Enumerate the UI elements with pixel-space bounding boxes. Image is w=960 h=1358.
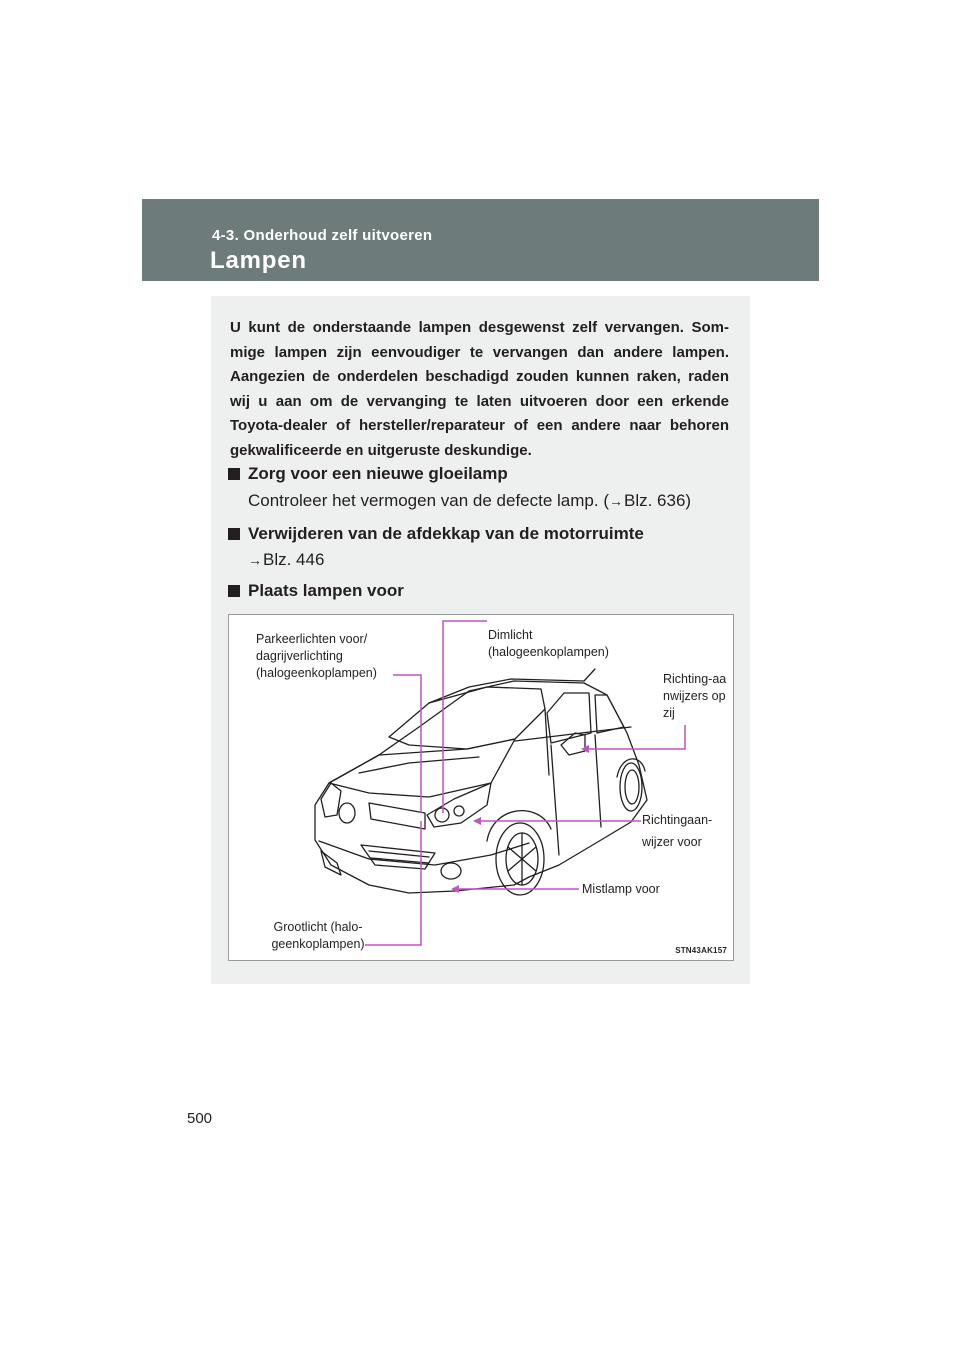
page-title: Lampen	[210, 247, 307, 274]
lamp-location-figure	[228, 614, 734, 961]
label-low-beam: Dimlicht (halogeenkoplampen)	[488, 628, 609, 659]
leader-low-beam	[443, 621, 487, 813]
side-mirror	[561, 733, 585, 755]
side-window-rear	[595, 695, 624, 733]
hood	[329, 739, 515, 797]
square-bullet-icon	[228, 468, 240, 480]
header-band	[142, 199, 819, 281]
body-new-bulb-text: Controleer het vermogen van de defecte lamp. (	[248, 491, 609, 510]
door-line	[551, 745, 559, 855]
arrow-right-icon: →	[248, 552, 262, 568]
left-headlamp	[321, 783, 341, 817]
square-bullet-icon	[228, 528, 240, 540]
body-new-bulb	[248, 491, 691, 511]
square-bullet-icon	[228, 585, 240, 597]
heading-new-bulb	[228, 464, 508, 484]
heading-engine-cover-text: Verwijderen van de afdekkap van de motorruimte	[248, 524, 644, 543]
body-engine-cover	[248, 550, 324, 570]
content-box	[211, 296, 750, 984]
heading-engine-cover	[228, 524, 644, 544]
label-high-beam: Grootlicht (halo-geenkoplampen)	[271, 920, 365, 951]
figure-code: STN43AK157	[675, 946, 727, 955]
label-fog-lamp: Mistlamp voor	[582, 882, 660, 896]
heading-front-lamps	[228, 581, 404, 601]
heading-new-bulb-text: Zorg voor een nieuwe gloeilamp	[248, 464, 508, 483]
label-front-turn-signal: Richtingaan-wijzer voor	[642, 813, 713, 849]
page-ref-446[interactable]: Blz. 446	[263, 550, 325, 569]
label-side-turn-signals: Richting-aanwijzers opzij	[663, 672, 727, 720]
arrowhead-fog	[451, 885, 459, 893]
leader-high-beam	[365, 821, 421, 945]
page-ref-636[interactable]: Blz. 636)	[623, 491, 692, 510]
hood-crease	[359, 757, 479, 773]
section-label: 4-3. Onderhoud zelf uitvoeren	[212, 227, 433, 244]
page-number: 500	[187, 1110, 213, 1127]
intro-paragraph: U kunt de onderstaande lampen desgewenst zelf vervangen. Som-mige lampen zijn eenvoudiger te vervangen dan andere lampen. Aangezien de onderdelen beschadigd zouden kunnen raken, raden wij u aan om de vervanging te laten uitvoeren door een erkende Toyota-dealer of hersteller/reparateur of een andere naar behoren gekwalificeerde en uitgeruste deskundige.	[230, 319, 729, 459]
leader-side-turn	[585, 725, 685, 749]
arrow-right-icon: →	[608, 493, 623, 509]
arrowhead-front-turn	[473, 817, 481, 825]
upper-grille	[369, 803, 425, 829]
heading-front-lamps-text: Plaats lampen voor	[248, 581, 404, 600]
label-parking-lights: Parkeerlichten voor/ dagrijverlichting (halogeenkoplampen)	[256, 632, 377, 680]
